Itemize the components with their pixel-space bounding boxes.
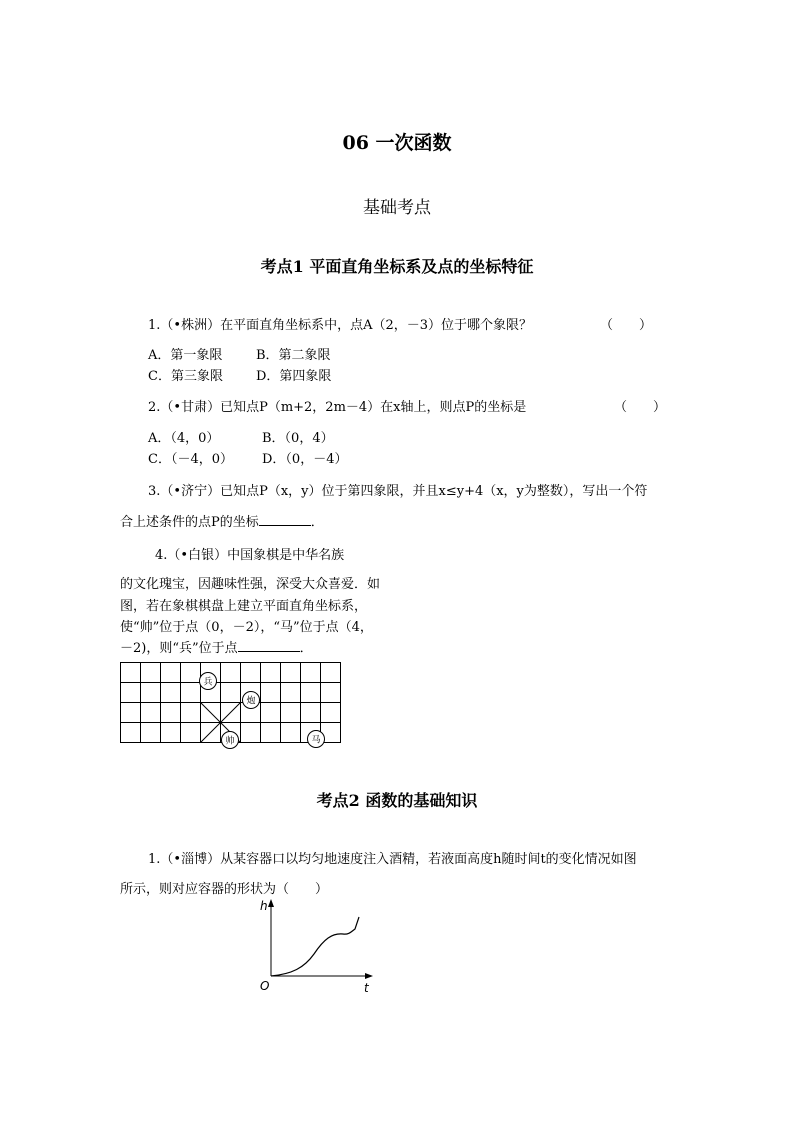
q1-stem: 1.（•株洲）在平面直角坐标系中，点A（2，－3）位于哪个象限？ (148, 318, 533, 333)
q3-line1: 3.（•济宁）已知点P（x，y）位于第四象限，并且x≤y+4（x，y为整数），写出一个符 (148, 484, 648, 499)
piece-pao (243, 692, 260, 709)
piece-bing (200, 673, 217, 690)
piece-ma-label: 马 (311, 735, 321, 746)
axis-h-label: h (260, 899, 268, 913)
level-curve (271, 917, 359, 976)
q4-line3: 图，若在象棋棋盘上建立平面直角坐标系， (120, 599, 368, 614)
q3-line2-end: ． (310, 515, 324, 530)
q4-line5-end: ． (299, 641, 313, 656)
q1-option-b: B．第二象限 (256, 348, 331, 363)
q1-option-d: D．第四象限 (256, 369, 332, 384)
q4-line4: 使“帅”位于点（0，－2），“马”位于点（4， (120, 620, 373, 635)
q2-option-c: C．（－4，0） (148, 452, 233, 467)
q4-line2: 的文化瑰宝，因趣味性强，深受大众喜爱．如 (120, 577, 381, 592)
q1-answer-paren: （ ） (600, 318, 653, 333)
board-grid (121, 663, 341, 743)
q1-option-a: A．第一象限 (148, 348, 223, 363)
q3-line2 (120, 511, 324, 530)
subtitle: 基础考点 (363, 198, 431, 218)
q4-answer-blank (238, 639, 300, 652)
piece-bing-label: 兵 (203, 677, 213, 688)
piece-shuai (222, 732, 239, 749)
q2-option-b: B．（0，4） (262, 431, 334, 446)
height-time-graph (252, 896, 382, 998)
q3-answer-blank (259, 513, 311, 526)
q2-stem: 2.（•甘肃）已知点P（m+2，2m－4）在x轴上，则点P的坐标是 (148, 400, 527, 415)
page-title: 06 一次函数 (342, 132, 452, 154)
piece-ma (308, 731, 325, 748)
q2-option-d: D．（0，－4） (262, 452, 348, 467)
q4-line5-text: －2)，则“兵”位于点 (120, 641, 238, 656)
q5-line1: 1.（•淄博）从某容器口以均匀地速度注入酒精，若液面高度h随时间t的变化情况如图 (148, 852, 637, 867)
q2-answer-paren: （ ） (614, 400, 667, 415)
section-heading-1: 考点1 平面直角坐标系及点的坐标特征 (260, 257, 534, 276)
q2-option-a: A．（4，0） (148, 431, 220, 446)
graph-axes (268, 899, 373, 979)
section-heading-2: 考点2 函数的基础知识 (316, 791, 478, 810)
origin-label: O (260, 979, 270, 993)
chess-board-figure (118, 660, 344, 752)
q4-line5 (120, 637, 313, 656)
q4-line1: 4.（•白银）中国象棋是中华名族 (155, 548, 345, 563)
q3-line2-text: 合上述条件的点P的坐标 (120, 515, 259, 530)
q1-option-c: C．第三象限 (148, 369, 223, 384)
q5-line2: 所示，则对应容器的形状为（ ） (120, 882, 329, 897)
axis-t-label: t (364, 981, 369, 995)
piece-pao-label: 炮 (246, 696, 256, 707)
piece-shuai-label: 帅 (225, 736, 235, 747)
